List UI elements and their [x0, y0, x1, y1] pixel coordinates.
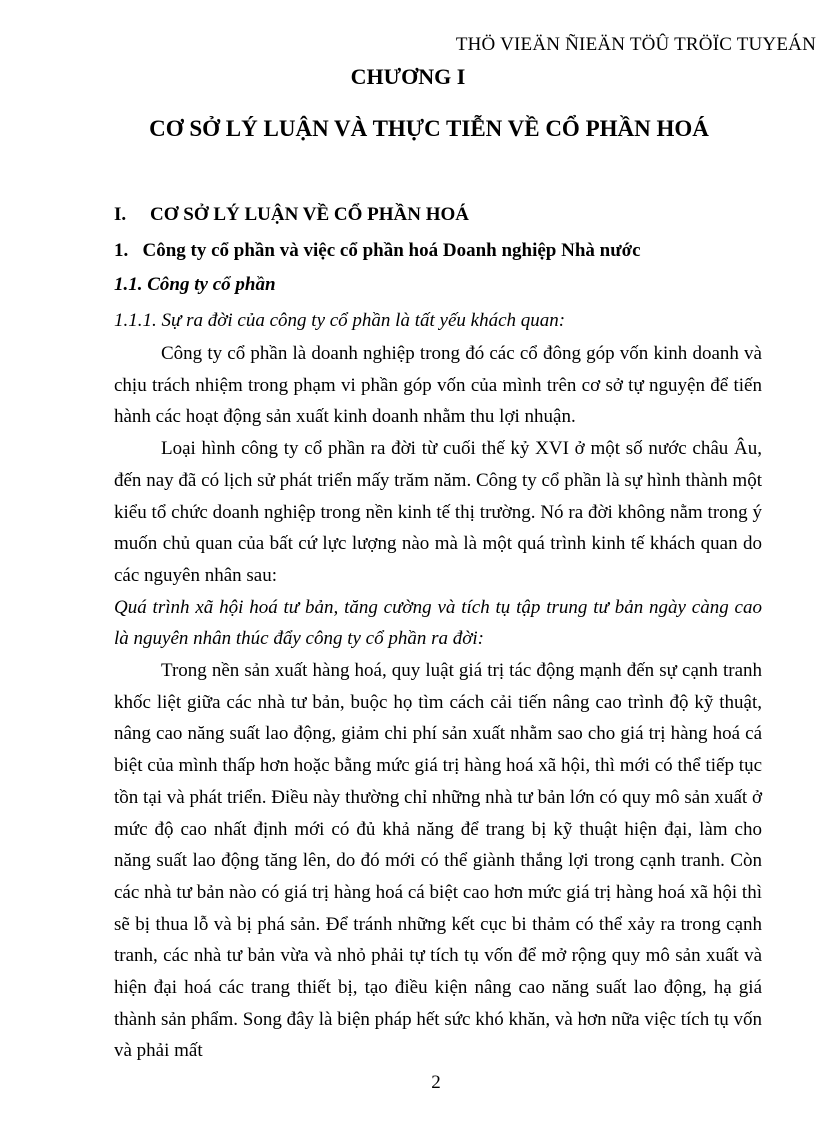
subsection-heading-1-1: 1.1. Công ty cổ phần	[114, 274, 276, 295]
italic-paragraph: Quá trình xã hội hoá tư bản, tăng cường và tích tụ tập trung tư bản ngày càng cao là nguyên nhân thúc đẩy công ty cổ phần ra đời:	[114, 596, 762, 650]
section-title: CƠ SỞ LÝ LUẬN VỀ CỔ PHẦN HOÁ	[150, 204, 469, 225]
section-number: I.	[114, 204, 127, 225]
section-heading	[114, 204, 469, 226]
paragraph: Công ty cổ phần là doanh nghiệp trong đó các cổ đông góp vốn kinh doanh và chịu trách nhiệm trong phạm vi phần góp vốn của mình trên cơ sở tự nguyện để tiến hành các hoạt động sản xuất kinh doanh nhằm thu lợi nhuận.	[114, 343, 762, 428]
chapter-number: CHƯƠNG I	[350, 64, 466, 89]
chapter-title: CƠ SỞ LÝ LUẬN VÀ THỰC TIỄN VỀ CỔ PHẦN HOÁ	[149, 116, 709, 141]
paragraph: Trong nền sản xuất hàng hoá, quy luật giá trị tác động mạnh đến sự cạnh tranh khốc liệt giữa các nhà tư bản, buộc họ tìm cách cải tiến nâng cao trình độ kỹ thuật, nâng cao năng suất lao động, giảm chi phí sản xuất nhằm sao cho giá trị hàng hoá cá biệt của mình thấp hơn hoặc bằng mức giá trị hàng hoá xã hội, thì mới có thể tiếp tục tồn tại và phát triển. Điều này thường chỉ những nhà tư bản lớn có quy mô sản xuất ở mức độ cao nhất định mới có đủ khả năng để trang bị kỹ thuật hiện đại, làm cho năng suất lao động tăng lên, do đó mới có thể giành thắng lợi trong cạnh tranh. Còn các nhà tư bản nào có giá trị hàng hoá cá biệt cao hơn mức giá trị hàng hoá xã hội thì sẽ bị thua lỗ và bị phá sản. Để tránh những kết cục bi thảm có thể xảy ra trong cạnh tranh, các nhà tư bản vừa và nhỏ phải tự tích tụ vốn để mở rộng quy mô sản xuất và hiện đại hoá các trang thiết bị, tạo điều kiện nâng cao năng suất lao động, hạ giá thành sản phẩm. Song đây là biện pháp hết sức khó khăn, và hơn nữa việc tích tụ vốn và phải mất	[114, 660, 763, 1062]
page-number: 2	[431, 1072, 441, 1093]
running-header: THÖ VIEÄN ÑIEÄN TÖÛ TRÖÏC TUYEÁN	[455, 34, 816, 55]
subsection-heading-1-1-1: 1.1.1. Sự ra đời của công ty cổ phần là tất yếu khách quan:	[114, 310, 566, 331]
body-text	[114, 338, 762, 1067]
paragraph: Loại hình công ty cổ phần ra đời từ cuối thế kỷ XVI ở một số nước châu Âu, đến nay đã có lịch sử phát triển mấy trăm năm. Công ty cổ phần là sự hình thành một kiểu tổ chức doanh nghiệp trong nền kinh tế thị trường. Nó ra đời không nằm trong ý muốn chủ quan của bất cứ lực lượng nào mà là một quá trình kinh tế khách quan do các nguyên nhân sau:	[114, 438, 762, 586]
subsection-heading-1: 1. Công ty cổ phần và việc cổ phần hoá Doanh nghiệp Nhà nước	[114, 240, 641, 261]
